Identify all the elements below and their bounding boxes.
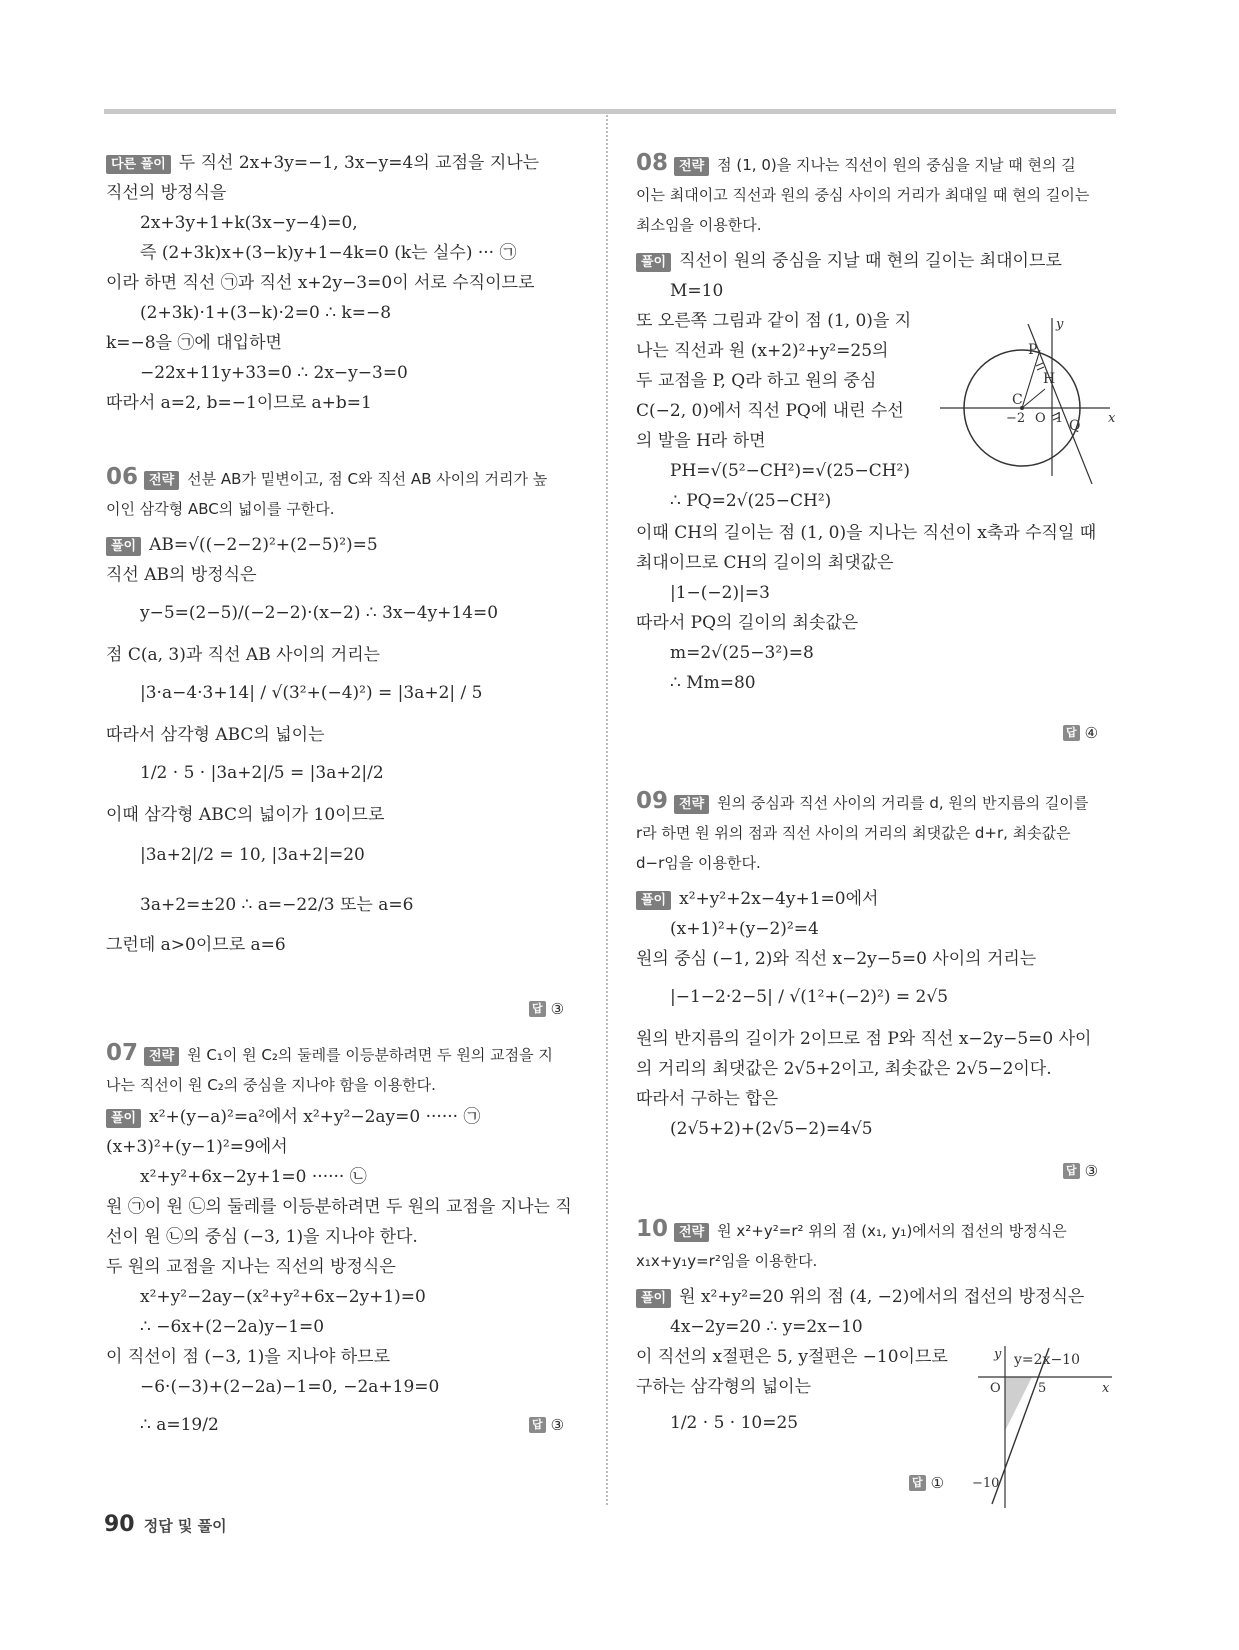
q10-triangle-figure <box>972 1344 1118 1508</box>
label-x: x <box>1102 1381 1110 1396</box>
label-o: O <box>1035 411 1046 426</box>
text-line: 직선 AB의 방정식은 <box>106 565 257 585</box>
text-line: 나는 직선과 원 (x+2)²+y²=25의 <box>636 341 889 361</box>
q10-answer: 답 ① <box>909 1474 944 1492</box>
q07-answer: 답 ③ <box>529 1416 564 1434</box>
q08-strategy-line: 08 전략 점 (1, 0)을 지나는 직선이 원의 중심을 지날 때 현의 길 <box>636 150 1076 176</box>
question-number: 07 <box>106 1040 139 1066</box>
label-neg2: −2 <box>1006 411 1026 426</box>
text-line: 구하는 삼각형의 넓이는 <box>636 1377 812 1397</box>
equation-line: 4x−2y=20 ∴ y=2x−10 <box>670 1317 863 1337</box>
text-line: k=−8을 ㉠에 대입하면 <box>106 333 282 353</box>
label-5: 5 <box>1038 1381 1047 1396</box>
footer-title: 정답 및 풀이 <box>143 1517 227 1535</box>
equation-line: 즉 (2+3k)x+(3−k)y+1−4k=0 (k는 실수) ··· ㉠ <box>140 243 517 263</box>
equation-line: (2√5+2)+(2√5−2)=4√5 <box>670 1119 873 1139</box>
q09-answer: 답 ③ <box>1063 1162 1098 1180</box>
strategy-tag: 전략 <box>674 157 709 176</box>
equation-line: ∴ −6x+(2−2a)y−1=0 <box>140 1317 325 1337</box>
text-line: 이 직선이 점 (−3, 1)을 지나야 하므로 <box>106 1347 391 1367</box>
text-line: 원의 중심 (−1, 2)와 직선 x−2y−5=0 사이의 거리는 <box>636 949 1037 969</box>
label-q: Q <box>1069 418 1081 434</box>
q09-strategy-line: d−r임을 이용한다. <box>636 854 761 872</box>
page-footer <box>104 1512 227 1537</box>
question-number: 10 <box>636 1216 669 1242</box>
text-line: 이때 삼각형 ABC의 넓이가 10이므로 <box>106 805 385 825</box>
alt-solution-tag: 다른 풀이 <box>106 155 171 174</box>
text-line: 의 발을 H라 하면 <box>636 431 766 451</box>
q08-strategy-line: 최소임을 이용한다. <box>636 216 762 234</box>
line-pq <box>1028 324 1092 484</box>
equation-line: (x+1)²+(y−2)²=4 <box>670 919 819 939</box>
label-o: O <box>990 1381 1001 1396</box>
equation-line: 3a+2=±20 ∴ a=−22/3 또는 a=6 <box>140 895 414 915</box>
equation-line: 1/2 · 5 · 10=25 <box>670 1413 799 1433</box>
equation-line: y−5=(2−5)/(−2−2)·(x−2) ∴ 3x−4y+14=0 <box>140 603 499 623</box>
q08-strategy-line: 이는 최대이고 직선과 원의 중심 사이의 거리가 최대일 때 현의 길이는 <box>636 186 1090 204</box>
label-x: x <box>1108 411 1116 426</box>
label-1: 1 <box>1055 411 1064 426</box>
equation-line: |3a+2|/2 = 10, |3a+2|=20 <box>140 845 365 865</box>
text-line: 점 C(a, 3)과 직선 AB 사이의 거리는 <box>106 645 381 665</box>
q06-answer: 답 ③ <box>529 1000 564 1018</box>
q06-strategy-line: 06 전략 선분 AB가 밑변이고, 점 C와 직선 AB 사이의 거리가 높 <box>106 464 548 490</box>
equation-line: ∴ Mm=80 <box>670 673 756 693</box>
equation-line: m=2√(25−3²)=8 <box>670 643 814 663</box>
label-y: y <box>994 1347 1002 1362</box>
question-number: 08 <box>636 150 669 176</box>
text-line: 두 교점을 P, Q라 하고 원의 중심 <box>636 371 877 391</box>
equation-line: |3·a−4·3+14| / √(3²+(−4)²) = |3a+2| / 5 <box>140 683 483 703</box>
equation-line: M=10 <box>670 281 724 301</box>
text-line: 따라서 구하는 합은 <box>636 1089 779 1109</box>
equation-line: x²+y²−2ay−(x²+y²+6x−2y+1)=0 <box>140 1287 426 1307</box>
text-line: 이때 CH의 길이는 점 (1, 0)을 지나는 직선이 x축과 수직일 때 <box>636 523 1097 543</box>
equation-line: (2+3k)·1+(3−k)·2=0 ∴ k=−8 <box>140 303 392 323</box>
q08-answer: 답 ④ <box>1063 724 1098 742</box>
strategy-tag: 전략 <box>144 471 179 490</box>
top-rule <box>104 109 1116 114</box>
column-divider <box>606 115 608 1505</box>
q08-circle-figure <box>940 318 1120 478</box>
text-line: 직선의 방정식을 <box>106 183 227 203</box>
strategy-tag: 전략 <box>144 1047 179 1066</box>
q09-strategy-line: r라 하면 원 위의 점과 직선 사이의 거리의 최댓값은 d+r, 최솟값은 <box>636 824 1071 842</box>
text-line: 최대이므로 CH의 길이의 최댓값은 <box>636 553 894 573</box>
text-line: 이 직선의 x절편은 5, y절편은 −10이므로 <box>636 1347 948 1367</box>
equation-line: (x+3)²+(y−1)²=9에서 <box>106 1137 288 1157</box>
solution-tag: 풀이 <box>106 1109 141 1128</box>
text-line: 따라서 PQ의 길이의 최솟값은 <box>636 613 859 633</box>
q10-strategy-line: x₁x+y₁y=r²임을 이용한다. <box>636 1252 818 1270</box>
solution-tag: 풀이 <box>106 537 141 556</box>
q10-strategy-line: 10 전략 원 x²+y²=r² 위의 점 (x₁, y₁)에서의 접선의 방정식은 <box>636 1216 1067 1242</box>
solution-tag: 풀이 <box>636 253 671 272</box>
label-c: C <box>1012 392 1023 408</box>
line-y2x-10 <box>992 1348 1049 1504</box>
solution-line: 풀이 AB=√((−2−2)²+(2−5)²)=5 <box>106 534 378 556</box>
solution-tag: 풀이 <box>636 1289 671 1308</box>
label-p: P <box>1028 342 1038 358</box>
q07-strategy-line: 07 전략 원 C₁이 원 C₂의 둘레를 이등분하려면 두 원의 교점을 지 <box>106 1040 553 1066</box>
q09-strategy-line: 09 전략 원의 중심과 직선 사이의 거리를 d, 원의 반지름의 길이를 <box>636 788 1089 814</box>
equation-line: −6·(−3)+(2−2a)−1=0, −2a+19=0 <box>140 1377 440 1397</box>
text-line: 또 오른쪽 그림과 같이 점 (1, 0)을 지 <box>636 311 912 331</box>
text-line: 이라 하면 직선 ㉠과 직선 x+2y−3=0이 서로 수직이므로 <box>106 273 535 293</box>
equation-line: x²+y²+6x−2y+1=0 ······ ㉡ <box>140 1167 367 1187</box>
alt-solution-line: 다른 풀이 두 직선 2x+3y=−1, 3x−y=4의 교점을 지나는 <box>106 152 539 174</box>
text-line: 원의 반지름의 길이가 2이므로 점 P와 직선 x−2y−5=0 사이 <box>636 1029 1092 1049</box>
solution-line: 풀이 x²+y²+2x−4y+1=0에서 <box>636 888 878 910</box>
text-line: C(−2, 0)에서 직선 PQ에 내린 수선 <box>636 401 904 421</box>
equation-line: 2x+3y+1+k(3x−y−4)=0, <box>140 213 358 233</box>
strategy-tag: 전략 <box>674 1223 709 1242</box>
equation-line: ∴ a=19/2 <box>140 1415 219 1435</box>
text-line: 따라서 삼각형 ABC의 넓이는 <box>106 725 325 745</box>
q07-strategy-line: 나는 직선이 원 C₂의 중심을 지나야 함을 이용한다. <box>106 1076 436 1094</box>
question-number: 09 <box>636 788 669 814</box>
solution-line: 풀이 원 x²+y²=20 위의 점 (4, −2)에서의 접선의 방정식은 <box>636 1286 1084 1308</box>
equation-line: PH=√(5²−CH²)=√(25−CH²) <box>670 461 910 481</box>
page-number: 90 <box>104 1512 135 1537</box>
solution-line: 풀이 직선이 원의 중심을 지날 때 현의 길이는 최대이므로 <box>636 250 1062 272</box>
label-y: y <box>1056 317 1064 332</box>
equation-line: |−1−2·2−5| / √(1²+(−2)²) = 2√5 <box>670 987 949 1007</box>
question-number: 06 <box>106 464 139 490</box>
text-line: 의 거리의 최댓값은 2√5+2이고, 최솟값은 2√5−2이다. <box>636 1059 1052 1079</box>
strategy-tag: 전략 <box>674 795 709 814</box>
label-neg10: −10 <box>972 1476 1000 1491</box>
line-label: y=2x−10 <box>1014 1352 1080 1368</box>
equation-line: 1/2 · 5 · |3a+2|/5 = |3a+2|/2 <box>140 763 384 783</box>
equation-line: ∴ PQ=2√(25−CH²) <box>670 491 832 511</box>
text-line: 두 원의 교점을 지나는 직선의 방정식은 <box>106 1257 396 1277</box>
text-line: 선이 원 ㉡의 중심 (−3, 1)을 지나야 한다. <box>106 1227 418 1247</box>
segment-cp <box>1022 350 1040 408</box>
text-line: 따라서 a=2, b=−1이므로 a+b=1 <box>106 393 372 413</box>
solution-tag: 풀이 <box>636 891 671 910</box>
label-h: H <box>1043 371 1056 387</box>
solution-line: 풀이 x²+(y−a)²=a²에서 x²+y²−2ay=0 ······ ㉠ <box>106 1106 480 1128</box>
text-line: 원 ㉠이 원 ㉡의 둘레를 이등분하려면 두 원의 교점을 지나는 직 <box>106 1197 572 1217</box>
equation-line: −22x+11y+33=0 ∴ 2x−y−3=0 <box>140 363 408 383</box>
q06-strategy-line: 이인 삼각형 ABC의 넓이를 구한다. <box>106 500 335 518</box>
text-line: 그런데 a>0이므로 a=6 <box>106 935 286 955</box>
equation-line: |1−(−2)|=3 <box>670 583 770 603</box>
